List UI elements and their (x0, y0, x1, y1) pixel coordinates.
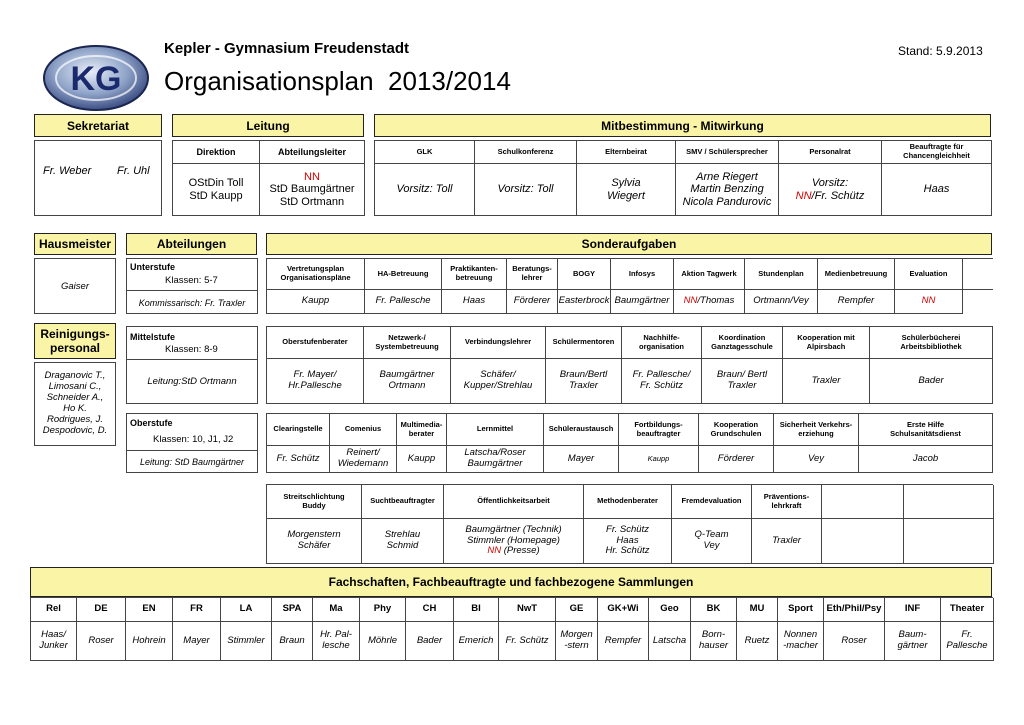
reinigung-value: Draganovic T., Limosani C., Schneider A., Ho K. Rodrigues, J. Despodovic, D. (42, 370, 108, 436)
abteilung-unterstufe (126, 258, 258, 314)
sonder-value: NN (895, 290, 963, 314)
subject-label: Sport (778, 598, 824, 622)
subject-label: Ma (313, 598, 360, 622)
subject-name: Baum- gärtner (885, 622, 941, 661)
sonder-value: Traxler (752, 519, 822, 564)
subject-name: Latscha (649, 622, 691, 661)
sonder-label: Verbindungslehrer (451, 327, 546, 359)
personalrat-line1: Vorsitz: (811, 176, 849, 189)
sonder-value: Easterbrock (558, 290, 611, 314)
abteilungen-heading: Abteilungen (126, 233, 257, 255)
personalrat-rest: /Fr. Schütz (811, 189, 865, 202)
subject-label: LA (221, 598, 272, 622)
sonder-row3-labels (266, 413, 993, 446)
subject-name: Haas/ Junker (31, 622, 77, 661)
sonder-label: Fremdevaluation (672, 485, 752, 519)
sonder-value: Traxler (783, 359, 870, 404)
tagwerk-rest: /Thomas (697, 295, 735, 307)
mitbestimmung-value: Vorsitz: Toll (475, 164, 577, 216)
sonder-label: Schülerbücherei Arbeitsbibliothek (870, 327, 993, 359)
sonder-value: Kaupp (619, 446, 699, 473)
sonder-value: Fr. Schütz Haas Hr. Schütz (584, 519, 672, 564)
sekretariat-heading: Sekretariat (34, 114, 162, 137)
subject-name: Fr. Pallesche (941, 622, 994, 661)
leitung-value-nn: NN (304, 170, 320, 183)
subject-name: Roser (824, 622, 885, 661)
subject-name: Morgen -stern (556, 622, 598, 661)
sonder-label: Methodenberater (584, 485, 672, 519)
sonder-row2-labels (266, 326, 993, 359)
sonder-label: Netzwerk-/ Systembetreuung (364, 327, 451, 359)
sonder-label: Fortbildungs- beauftragter (619, 414, 699, 446)
sonder-label: Präventions- lehrkraft (752, 485, 822, 519)
subject-name: Bader (406, 622, 454, 661)
subject-label: Rel (31, 598, 77, 622)
subject-label: DE (77, 598, 126, 622)
sonder-value-empty (904, 519, 994, 564)
subject-label: BI (454, 598, 499, 622)
sonder-label: Erste Hilfe Schulsanitätsdienst (859, 414, 993, 446)
page-title: Organisationsplan 2013/2014 (164, 66, 511, 96)
mitbestimmung-values (374, 163, 992, 216)
hausmeister-heading: Hausmeister (34, 233, 116, 255)
sonder-value: Bader (870, 359, 993, 404)
sonder-label: Öffentlichkeitsarbeit (444, 485, 584, 519)
leitung-value: OStDin Toll StD Kaupp (173, 164, 260, 216)
abteilung-lead: Leitung:StD Ortmann (127, 359, 257, 403)
reinigung-box (34, 362, 116, 446)
sonder-value: Latscha/Roser Baumgärtner (447, 446, 544, 473)
subject-label: Eth/Phil/Psy (824, 598, 885, 622)
sonder-label: Schüleraustausch (544, 414, 619, 446)
mitbestimmung-value: Sylvia Wiegert (577, 164, 676, 216)
sonder-label: Lernmittel (447, 414, 544, 446)
sonder-value: Förderer (507, 290, 558, 314)
sonder-value: Morgenstern Schäfer (267, 519, 362, 564)
sonder-label: Kooperation mit Alpirsbach (783, 327, 870, 359)
sonder-label: Stundenplan (745, 259, 818, 290)
sonder-label: Comenius (330, 414, 397, 446)
subject-label: NwT (499, 598, 556, 622)
subject-name: Mayer (173, 622, 221, 661)
mitbestimmung-labels (374, 140, 992, 164)
sonder-value-oeffentlichkeit (444, 519, 584, 564)
subject-name: Nonnen -macher (778, 622, 824, 661)
sonder-label: Praktikanten- betreuung (442, 259, 507, 290)
sonder-value: Haas (442, 290, 507, 314)
reinigung-heading: Reinigungs- personal (34, 323, 116, 359)
hausmeister-value: Gaiser (61, 280, 89, 292)
abteilung-name: Unterstufe (130, 262, 176, 272)
subject-name: Ruetz (737, 622, 778, 661)
abteilung-classes: Klassen: 10, J1, J2 (153, 434, 234, 445)
sonder-value: Ortmann/Vey (745, 290, 818, 314)
subject-name: Born- hauser (691, 622, 737, 661)
sonder-row1-labels (266, 258, 993, 290)
sonder-row2-values (266, 358, 993, 404)
sonder-value: Kaupp (397, 446, 447, 473)
sonder-row1-values (266, 289, 993, 314)
sonder-row4-labels (266, 484, 993, 519)
mitbestimmung-label: Schulkonferenz (475, 141, 577, 164)
school-logo (42, 42, 150, 114)
sonder-label: Suchtbeauftragter (362, 485, 444, 519)
mitbestimmung-value-personalrat (779, 164, 882, 216)
subject-label: SPA (272, 598, 313, 622)
sekretariat-box (34, 140, 162, 216)
oeffentlichkeit-presse (487, 546, 539, 557)
sonder-label: Kooperation Grundschulen (699, 414, 774, 446)
school-name: Kepler - Gymnasium Freudenstadt (164, 40, 410, 57)
sonder-label: Nachhilfe- organisation (622, 327, 702, 359)
subject-label: GK+Wi (598, 598, 649, 622)
subject-label: EN (126, 598, 173, 622)
sonder-label: Multimedia- berater (397, 414, 447, 446)
sonder-label: Infosys (611, 259, 674, 290)
sonder-value: Rempfer (818, 290, 895, 314)
sonder-value: Kaupp (267, 290, 365, 314)
logo-text: KG (70, 60, 122, 98)
abteilung-name: Oberstufe (130, 418, 173, 428)
sonder-row3-values (266, 445, 993, 473)
mitbestimmung-label: Beauftragte für Chancengleichheit (882, 141, 992, 164)
sonder-value: Reinert/ Wiedemann (330, 446, 397, 473)
sonder-label: Koordination Ganztagesschule (702, 327, 783, 359)
sonder-label: Sicherheit Verkehrs- erziehung (774, 414, 859, 446)
leitung-value: StD Baumgärtner StD Ortmann (269, 183, 355, 208)
leitung-value-abteilungsleiter (260, 164, 365, 216)
sonder-value: Vey (774, 446, 859, 473)
subject-name: Hr. Pal- lesche (313, 622, 360, 661)
mitbestimmung-label: Personalrat (779, 141, 882, 164)
leitung-label: Abteilungsleiter (260, 141, 365, 164)
sonder-value: Förderer (699, 446, 774, 473)
sonder-value: Fr. Pallesche/ Fr. Schütz (622, 359, 702, 404)
abteilung-lead: Kommissarisch: Fr. Traxler (127, 290, 257, 314)
sonder-label: BOGY (558, 259, 611, 290)
sonder-label: Aktion Tagwerk (674, 259, 745, 290)
sonder-value-empty (822, 519, 904, 564)
sonder-label: Oberstufenberater (267, 327, 364, 359)
hausmeister-box (34, 258, 116, 314)
subject-label: Phy (360, 598, 406, 622)
abteilung-classes: Klassen: 5-7 (165, 275, 218, 286)
presse-nn: NN (487, 545, 502, 557)
subject-name: Fr. Schütz (499, 622, 556, 661)
personalrat-nn: NN (795, 189, 812, 202)
subject-name: Rempfer (598, 622, 649, 661)
sonder-row4-values (266, 518, 993, 564)
subject-label: INF (885, 598, 941, 622)
subject-label: Theater (941, 598, 994, 622)
subject-name: Emerich (454, 622, 499, 661)
stand-date: Stand: 5.9.2013 (898, 44, 983, 58)
sonder-label: Medienbetreuung (818, 259, 895, 290)
mitbestimmung-value: Vorsitz: Toll (375, 164, 475, 216)
subject-label: Geo (649, 598, 691, 622)
sonder-value: Baumgärtner Ortmann (364, 359, 451, 404)
sonder-value: Braun/Bertl Traxler (546, 359, 622, 404)
fachschaften-names (30, 621, 993, 661)
sonder-value: Q-Team Vey (672, 519, 752, 564)
sonder-label: Evaluation (895, 259, 963, 290)
sonder-value: Mayer (544, 446, 619, 473)
tagwerk-nn: NN (683, 295, 698, 307)
sonder-label: Clearingstelle (267, 414, 330, 446)
sonder-value: Strehlau Schmid (362, 519, 444, 564)
subject-name: Roser (77, 622, 126, 661)
mitbestimmung-label: GLK (375, 141, 475, 164)
subject-name: Hohrein (126, 622, 173, 661)
sonder-label-empty (822, 485, 904, 519)
abteilung-lead: Leitung: StD Baumgärtner (127, 450, 257, 472)
sekretariat-name: Fr. Uhl (117, 165, 150, 177)
sonder-label: Streitschlichtung Buddy (267, 485, 362, 519)
sonder-value: Fr. Mayer/ Hr.Pallesche (267, 359, 364, 404)
sonder-value: Jacob (859, 446, 993, 473)
sonder-value: Schäfer/ Kupper/Strehlau (451, 359, 546, 404)
leitung-labels (172, 140, 365, 164)
oeffentlichkeit-names: Baumgärtner (Technik) Stimmler (Homepage) (465, 523, 562, 546)
sonder-value-aktion-tagwerk (674, 290, 745, 314)
abteilung-classes: Klassen: 8-9 (165, 344, 218, 355)
mitbestimmung-label: Elternbeirat (577, 141, 676, 164)
sonder-value: Fr. Pallesche (365, 290, 442, 314)
sonder-label: Schülermentoren (546, 327, 622, 359)
sonder-label: HA-Betreuung (365, 259, 442, 290)
subject-label: MU (737, 598, 778, 622)
abteilung-oberstufe (126, 413, 258, 473)
sonder-label: Vertretungsplan Organisationspläne (267, 259, 365, 290)
presse-rest: (Presse) (501, 545, 540, 557)
mitbestimmung-value: Arne Riegert Martin Benzing Nicola Pandurovic (676, 164, 779, 216)
subject-label: BK (691, 598, 737, 622)
leitung-heading: Leitung (172, 114, 364, 137)
sonder-value: Braun/ Bertl Traxler (702, 359, 783, 404)
sonder-label-empty (904, 485, 994, 519)
mitbestimmung-value: Haas (882, 164, 992, 216)
sonder-value: Baumgärtner (611, 290, 674, 314)
abteilung-mittelstufe (126, 326, 258, 404)
personalrat-line2 (796, 190, 865, 203)
fachschaften-heading: Fachschaften, Fachbeauftragte und fachbezogene Sammlungen (30, 567, 992, 597)
subject-label: FR (173, 598, 221, 622)
sonder-label: Beratungs- lehrer (507, 259, 558, 290)
subject-label: CH (406, 598, 454, 622)
subject-name: Stimmler (221, 622, 272, 661)
abteilung-name: Mittelstufe (130, 332, 175, 342)
sonderaufgaben-heading: Sonderaufgaben (266, 233, 992, 255)
subject-label: GE (556, 598, 598, 622)
mitbestimmung-label: SMV / Schülersprecher (676, 141, 779, 164)
leitung-values (172, 163, 365, 216)
subject-name: Möhrle (360, 622, 406, 661)
mitbestimmung-heading: Mitbestimmung - Mitwirkung (374, 114, 991, 137)
leitung-label: Direktion (173, 141, 260, 164)
sonder-value: Fr. Schütz (267, 446, 330, 473)
sekretariat-name: Fr. Weber (43, 165, 92, 177)
subject-name: Braun (272, 622, 313, 661)
fachschaften-subjects (30, 597, 993, 622)
